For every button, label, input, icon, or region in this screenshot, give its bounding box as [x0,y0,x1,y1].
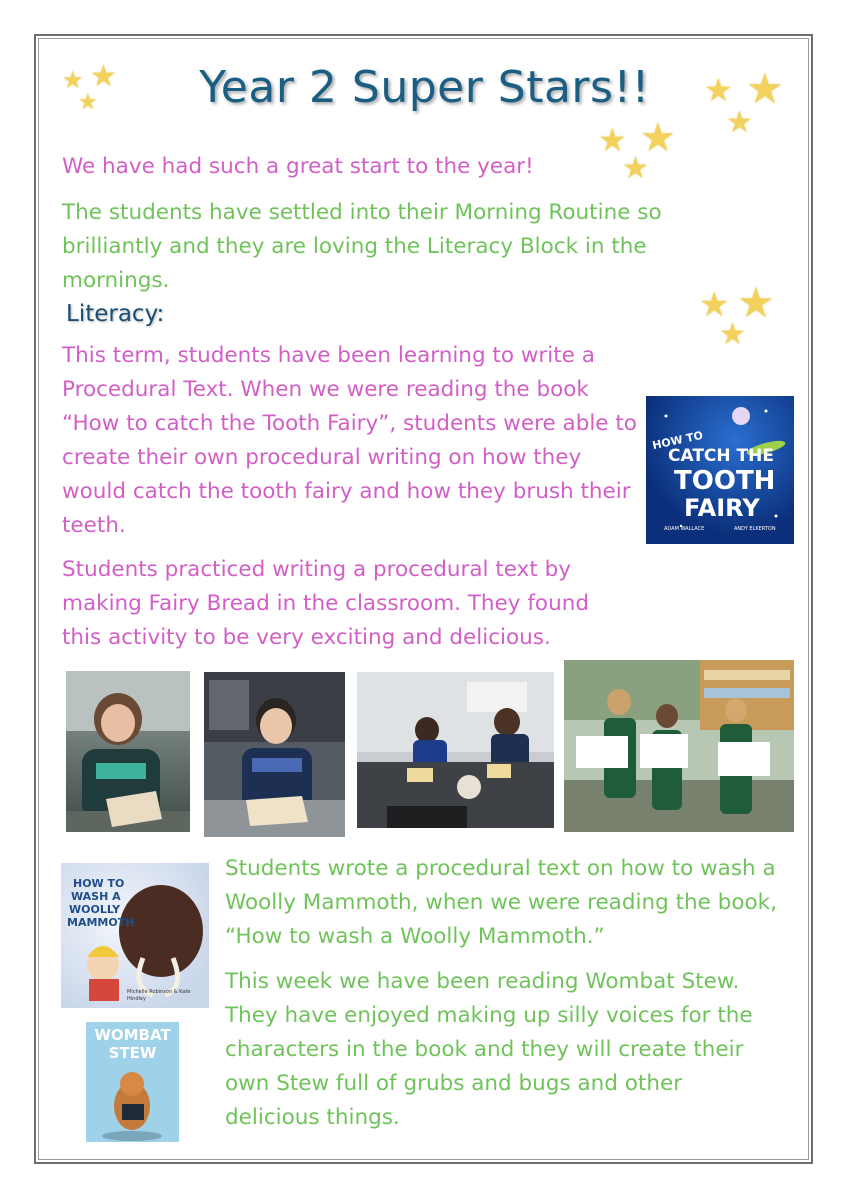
star-icon: ★ [622,151,649,186]
star-icon: ★ [737,278,775,327]
literacy-paragraph-1: This term, students have been learning to write a Procedural Text. When we were reading the book “How to catch the Tooth Fairy”, students were able to create their own procedural writing on how they would catch the tooth fairy and how they brush their teeth. [62,343,637,538]
mammoth-title-line2: WASH A [71,890,121,903]
tooth-fairy-title-line4: FAIRY [684,494,760,522]
star-icon: ★ [598,121,627,159]
star-icon: ★ [719,317,746,352]
wombat-stew-book-cover [86,1022,179,1142]
photo-holding-work-illustration [564,660,794,832]
tooth-fairy-title-line1: HOW TO [651,428,705,453]
star-icon: ★ [640,115,676,161]
mammoth-title-line3: WOOLLY [69,903,121,916]
tooth-fairy-author: ADAM WALLACE [664,526,705,532]
wombat-text: This week we have been reading Wombat Stew. They have enjoyed making up silly voices for the characters in the book and they will create their own Stew full of grubs and bugs and other delicious things. [225,969,753,1130]
photo-table-illustration [357,672,554,828]
photo-boy-illustration [204,672,345,837]
page-title: Year 2 Super Stars!! [199,62,650,113]
tooth-fairy-illustrator: ANDY ELKERTON [734,526,776,532]
star-icon: ★ [90,59,117,94]
photo-girl-illustration [66,671,190,832]
photo-students-at-table [357,672,554,828]
star-icon: ★ [746,64,784,113]
photo-girl-fairy-bread [66,671,190,832]
literacy-heading: Literacy: [66,301,165,327]
wombat-title-line2: STEW [108,1044,157,1062]
star-icon: ★ [78,90,98,115]
photo-boy-fairy-bread [204,672,345,837]
mammoth-text: Students wrote a procedural text on how to wash a Woolly Mammoth, when we were reading the book, “How to wash a Woolly Mammoth.” [225,856,777,949]
tooth-fairy-title-line3: TOOTH [674,466,776,496]
woolly-mammoth-book-cover [61,863,209,1008]
mammoth-title-line1: HOW TO [73,877,125,890]
tooth-fairy-book-cover [646,396,794,544]
mammoth-title-line4: MAMMOTH [67,916,135,929]
mammoth-authors: Michelle Robinson & Kate Hindley [127,989,191,1002]
intro-text: We have had such a great start to the year! [62,154,534,179]
wombat-title-line1: WOMBAT [94,1026,171,1044]
star-icon: ★ [704,71,733,109]
star-icon: ★ [62,66,84,94]
stars-right-middle [695,278,787,354]
routine-text: The students have settled into their Morning Routine so brilliantly and they are loving the Literacy Block in the mornings. [62,200,662,293]
photo-students-holding-work [564,660,794,832]
tooth-fairy-title-line2: CATCH THE [668,446,774,466]
star-icon: ★ [699,285,730,325]
star-icon: ★ [726,105,753,140]
literacy-paragraph-2: Students practiced writing a procedural text by making Fairy Bread in the classroom. They found this activity to be very exciting and delicious. [62,557,589,650]
